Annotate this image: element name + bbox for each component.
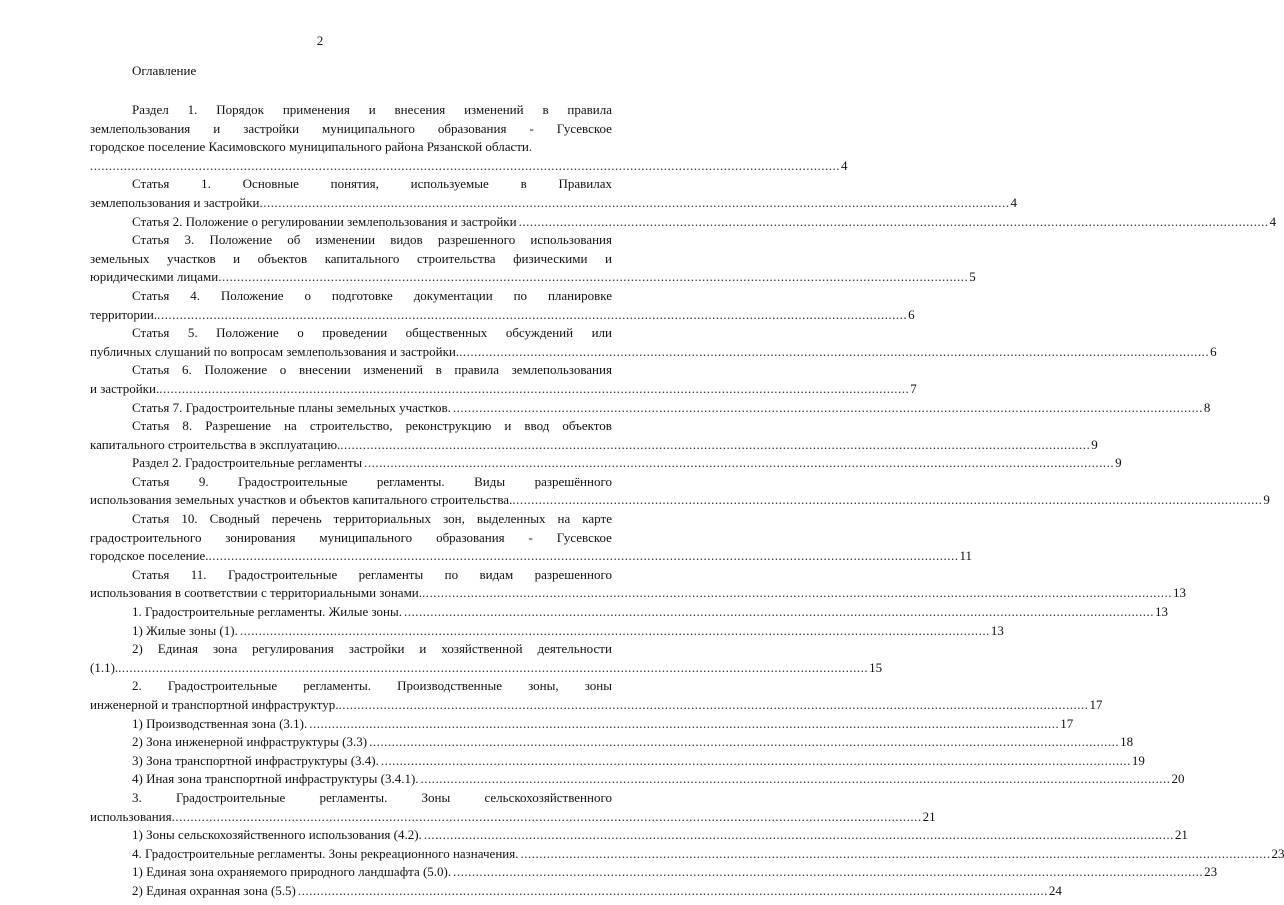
toc-word: 5. <box>187 325 198 341</box>
toc-entry-last-line <box>90 491 1270 510</box>
dot-leader: ........................................................................................................................................................................................................ <box>403 604 1154 620</box>
toc-word: городское поселение Касимовского муниципального района Рязанской области. <box>90 139 533 155</box>
toc-word: Сводный <box>209 511 260 527</box>
toc-word: участков <box>167 250 216 266</box>
toc-entry-title: 2) Единая охранная зона (5.5) <box>132 882 296 898</box>
toc-word: муниципального <box>319 529 413 545</box>
dot-leader: ........................................................................................................................................................................................................ <box>369 734 1120 750</box>
toc-page-number: 17 <box>1060 715 1074 731</box>
toc-word: 1. <box>187 102 198 117</box>
dot-leader: ........................................................................................................................................................................................................ <box>259 194 1010 210</box>
toc-word: Статья <box>132 566 170 582</box>
toc-entry-line <box>90 250 612 269</box>
toc-word: планировке <box>547 287 612 303</box>
dot-leader: ........................................................................................................................................................................................................ <box>380 752 1131 768</box>
toc-word: 8. <box>182 418 193 434</box>
toc-word: видов <box>390 232 423 248</box>
toc-word: реконструкцию <box>405 418 492 434</box>
toc-word: по <box>444 566 459 582</box>
toc-entry-title: использования в соответствии с территориальными зонами. <box>90 585 423 601</box>
toc-entry-title: (1.1). <box>90 659 119 675</box>
toc-entry-last-line <box>90 157 848 176</box>
toc-entry-line <box>90 101 612 120</box>
toc-entry-line <box>90 510 612 529</box>
toc-page-number: 23 <box>1204 864 1218 880</box>
toc-word: физическими <box>513 250 588 266</box>
toc-entry-title: 2) Зона инженерной инфраструктуры (3.3) <box>132 734 368 750</box>
toc-page-number: 18 <box>1120 734 1134 750</box>
toc-entry[interactable] <box>90 510 973 566</box>
toc-entry[interactable] <box>90 231 976 287</box>
toc-entry-title: землепользования и застройки <box>90 194 260 210</box>
toc-entry-title: 1. Градостроительные регламенты. Жилые зоны. <box>132 604 402 620</box>
page-number: 2 <box>316 33 324 48</box>
toc-word: 2. <box>132 678 142 694</box>
toc-entry[interactable] <box>90 845 1284 864</box>
toc-entry[interactable] <box>90 752 1145 771</box>
spacer <box>90 80 612 101</box>
toc-page-number: 13 <box>1154 604 1168 620</box>
toc-word: 2) <box>132 641 143 657</box>
toc-entry[interactable] <box>90 473 1270 510</box>
toc-entry-last-line <box>90 845 1284 864</box>
toc-word: Зоны <box>421 789 451 805</box>
toc-heading: Оглавление <box>132 63 197 78</box>
toc-word: Виды <box>474 473 506 489</box>
toc-page-number: 11 <box>959 548 973 564</box>
toc-word: ввод <box>524 418 550 434</box>
toc-entry[interactable] <box>90 826 1188 845</box>
toc-word: зона <box>212 641 238 657</box>
toc-entry-title: капитального строительства в эксплуатацию. <box>90 436 341 452</box>
toc-page-number: 9 <box>1263 492 1270 508</box>
toc-entry-title: 1) Единая зона охраняемого природного ландшафта (5.0). <box>132 864 452 880</box>
toc-page-number: 8 <box>1203 399 1211 415</box>
toc-entry-title: Статья 7. Градостроительные планы земельных участков. <box>132 399 451 415</box>
toc-entry-last-line <box>90 603 1168 622</box>
toc-entry[interactable] <box>90 733 1134 752</box>
toc-word: застройки <box>348 641 405 657</box>
toc-word: и <box>233 250 241 266</box>
toc-word: 6. <box>182 362 192 378</box>
toc-entry-last-line <box>90 454 1122 473</box>
toc-page-number: 5 <box>969 269 976 285</box>
dot-leader: ........................................................................................................................................................................................................ <box>297 882 1048 898</box>
toc-entry[interactable] <box>90 213 1277 232</box>
toc-entry-line <box>90 566 612 585</box>
toc-entry-title: 1) Производственная зона (3.1). <box>132 715 308 731</box>
toc-entry-line <box>90 640 612 659</box>
toc-word: перечень <box>271 511 322 527</box>
toc-page-number: 4 <box>1269 213 1277 229</box>
toc-entry-last-line <box>90 194 1017 213</box>
toc-word: Разрешение <box>205 418 272 434</box>
toc-entry-last-line <box>90 715 1074 734</box>
toc-word: 3. <box>132 789 142 805</box>
toc-entry-line <box>90 789 612 808</box>
toc-word: 4. <box>190 287 201 303</box>
toc-page-number: 6 <box>1210 343 1217 359</box>
toc-word: землепользования <box>90 120 191 136</box>
toc-word: 1. <box>201 176 211 192</box>
toc-word: разрешённого <box>534 473 612 489</box>
toc-entry-title: использования земельных участков и объектов капитального строительства. <box>90 492 513 508</box>
toc-word: правила <box>567 102 612 117</box>
toc-word: Градостроительные <box>175 789 286 805</box>
toc-word: капитального <box>324 250 400 266</box>
toc-entry-last-line <box>90 882 1062 901</box>
toc-word: образования <box>436 529 505 545</box>
toc-entry-line <box>90 175 612 194</box>
toc-entry-line <box>90 417 612 436</box>
toc-word: 10. <box>181 511 198 527</box>
toc-entry-title: территории. <box>90 306 158 322</box>
toc-word: общественных <box>405 325 488 341</box>
toc-entry-last-line <box>90 808 936 827</box>
toc-entry-last-line <box>90 306 915 325</box>
toc-word: проведении <box>322 325 388 341</box>
dot-leader: ........................................................................................................................................................................................................ <box>459 343 1210 359</box>
toc-word: Градостроительные <box>227 566 338 582</box>
toc-entry-title: 4) Иная зона транспортной инфраструктуры (3.4.1). <box>132 771 419 787</box>
toc-word: объектов <box>562 418 612 434</box>
toc-entry-title: использования <box>90 808 172 824</box>
toc-word: Гусевское <box>556 120 612 136</box>
toc-word: регламенты <box>358 566 424 582</box>
toc-page-number: 17 <box>1089 697 1103 712</box>
toc-word: зонирования <box>225 529 296 545</box>
toc-entry-line <box>90 324 612 343</box>
toc-word: регулирования <box>252 641 334 657</box>
dot-leader: ........................................................................................................................................................................................................ <box>208 548 959 564</box>
dot-leader: ........................................................................................................................................................................................................ <box>364 455 1115 471</box>
toc-entry-last-line <box>90 770 1185 789</box>
dot-leader: ........................................................................................................................................................................................................ <box>218 269 969 285</box>
toc-entry-last-line <box>90 343 1217 362</box>
toc-word: о <box>279 362 287 378</box>
toc-word: по <box>513 287 528 303</box>
toc-entry-title: инженерной и транспортной инфраструктур. <box>90 697 339 712</box>
toc-word: Основные <box>242 176 299 192</box>
toc-page-number: 13 <box>1173 585 1187 601</box>
dot-leader: ........................................................................................................................................................................................................ <box>453 864 1204 880</box>
toc-entry-last-line <box>90 213 1277 232</box>
toc-entry[interactable] <box>90 640 883 677</box>
toc-entry-title: 3) Зона транспортной инфраструктуры (3.4). <box>132 752 379 768</box>
toc-page-number: 21 <box>1174 827 1188 843</box>
toc-entry-line <box>90 287 612 306</box>
toc-word: на <box>284 418 297 434</box>
toc-word: внесения <box>394 102 446 117</box>
dot-leader: ........................................................................................................................................................................................................ <box>239 622 990 638</box>
toc-entry-title: Статья 2. Положение о регулировании землепользования и застройки <box>132 213 517 229</box>
toc-entry-title: городское поселение. <box>90 548 209 564</box>
toc-word: строительство, <box>309 418 393 434</box>
toc-page-number: 24 <box>1048 882 1062 898</box>
toc-word: Положение <box>209 232 273 248</box>
toc-word: деятельности <box>537 641 612 657</box>
toc-entry-line <box>90 677 612 696</box>
toc-word: на <box>557 511 571 527</box>
toc-entry-title: 4. Градостроительные регламенты. Зоны рекреационного назначения. <box>132 845 519 861</box>
toc-entry-line <box>90 361 612 380</box>
toc-word: применения <box>282 102 350 117</box>
toc-entry[interactable] <box>90 770 1185 789</box>
toc-word: подготовке <box>331 287 393 303</box>
toc-entry[interactable] <box>90 417 1098 454</box>
dot-leader: ........................................................................................................................................................................................................ <box>423 827 1174 843</box>
toc-entry[interactable] <box>90 399 1211 418</box>
toc-entry[interactable] <box>90 622 1004 641</box>
toc-entry-last-line <box>90 752 1145 771</box>
toc-entry-line <box>90 231 612 250</box>
dot-leader: ........................................................................................................................................................................................................ <box>512 492 1263 508</box>
toc-word: Производственные <box>397 678 503 694</box>
toc-page-number: 15 <box>869 659 883 675</box>
toc-entry-line <box>90 138 612 157</box>
toc-word: о <box>297 325 304 341</box>
toc-word: территориальных <box>333 511 432 527</box>
toc-page-number: 9 <box>1115 455 1122 471</box>
toc-word: Статья <box>132 232 170 248</box>
toc-entry[interactable] <box>90 454 1122 473</box>
toc-entry[interactable] <box>90 863 1218 882</box>
dot-leader: ........................................................................................................................................................................................................ <box>171 808 922 824</box>
toc-entry-title: Раздел 2. Градостроительные регламенты <box>132 455 363 471</box>
toc-word: понятия, <box>330 176 379 192</box>
toc-entry-last-line <box>90 826 1188 845</box>
toc-word: в <box>520 176 527 192</box>
toc-entry[interactable] <box>90 287 915 324</box>
toc-word: Градостроительные <box>238 473 348 489</box>
dot-leader: ........................................................................................................................................................................................................ <box>118 659 869 675</box>
toc-entry-title: 1) Жилые зоны (1). <box>132 622 238 638</box>
toc-word: и <box>368 102 376 117</box>
toc-word: используемые <box>410 176 489 192</box>
toc-page-number: 19 <box>1131 752 1145 768</box>
toc-word: внесении <box>298 362 351 378</box>
toc-word: сельскохозяйственного <box>484 789 612 805</box>
toc-word: правила <box>454 362 499 378</box>
toc-entry[interactable] <box>90 361 917 398</box>
toc-word: изменении <box>315 232 376 248</box>
toc-entry-last-line <box>90 584 1187 603</box>
toc-entry-title: публичных слушаний по вопросам землепользования и застройки. <box>90 343 460 359</box>
toc-entry[interactable] <box>90 324 1217 361</box>
toc-entry[interactable] <box>90 715 1074 734</box>
toc-page-number: 13 <box>990 622 1004 638</box>
toc-word: хозяйственной <box>441 641 523 657</box>
toc-word: 9. <box>198 473 209 489</box>
toc-word: муниципального <box>322 120 415 136</box>
toc-word: Порядок <box>216 102 264 117</box>
toc-word: регламенты. <box>376 473 445 489</box>
toc-word: Статья <box>132 418 170 434</box>
dot-leader: ........................................................................................................................................................................................................ <box>338 697 1089 712</box>
toc-entry[interactable] <box>90 566 1187 603</box>
toc-word: строительства <box>416 250 496 266</box>
dot-leader: ........................................................................................................................................................................................................ <box>340 436 1091 452</box>
toc-entry-last-line <box>90 733 1134 752</box>
toc-word: видам <box>479 566 514 582</box>
toc-word: - <box>528 529 533 545</box>
toc-page-number: 4 <box>1010 194 1017 210</box>
toc-word: градостроительного <box>90 529 202 545</box>
toc-word: образования <box>437 120 507 136</box>
toc-entry-last-line <box>90 863 1218 882</box>
toc-entry-last-line <box>90 399 1211 418</box>
toc-word: и <box>604 250 612 266</box>
dot-leader: ........................................................................................................................................................................................................ <box>520 845 1271 861</box>
dot-leader: ........................................................................................................................................................................................................ <box>159 380 910 396</box>
toc-entry-last-line <box>90 436 1098 455</box>
table-of-contents <box>90 62 1284 901</box>
toc-entry[interactable] <box>90 789 936 826</box>
toc-word: зоны <box>584 678 612 694</box>
toc-entry[interactable] <box>90 101 848 175</box>
toc-entry-last-line <box>90 659 883 678</box>
toc-word: о <box>304 287 311 303</box>
toc-word: 3. <box>184 232 195 248</box>
toc-word: выделенных <box>476 511 546 527</box>
toc-word: Статья <box>132 511 170 527</box>
toc-word: разрешенного <box>534 566 612 582</box>
toc-word: Положение <box>216 325 279 341</box>
dot-leader: ........................................................................................................................................................................................................ <box>452 399 1203 415</box>
toc-entry-last-line <box>90 268 976 287</box>
toc-word: регламенты. <box>303 678 372 694</box>
toc-word: использования <box>530 232 612 248</box>
toc-entry-title: и застройки. <box>90 380 160 396</box>
toc-word: застройки <box>243 120 300 136</box>
toc-word: карте <box>582 511 612 527</box>
toc-word: Статья <box>132 325 170 341</box>
toc-word: Единая <box>157 641 198 657</box>
toc-word: и <box>213 120 221 136</box>
toc-word: Раздел <box>132 102 169 117</box>
toc-entry-last-line <box>90 622 1004 641</box>
toc-word: и <box>419 641 427 657</box>
toc-entry[interactable] <box>90 603 1168 622</box>
toc-word: документации <box>413 287 493 303</box>
toc-word: регламенты. <box>319 789 388 805</box>
toc-entry-title: юридическими лицами <box>90 269 219 285</box>
toc-page-number: 7 <box>910 380 917 396</box>
toc-page-number: 9 <box>1091 436 1098 452</box>
toc-word: изменений <box>464 102 524 117</box>
toc-entry[interactable] <box>90 677 1103 714</box>
toc-word: обсуждений <box>505 325 574 341</box>
toc-word: зоны, <box>528 678 559 694</box>
toc-entry[interactable] <box>90 175 1017 212</box>
toc-word: в <box>542 102 549 117</box>
toc-word: Градостроительные <box>167 678 278 694</box>
toc-page-number: 21 <box>922 808 936 824</box>
toc-entry-title: 1) Зоны сельскохозяйственного использования (4.2). <box>132 827 422 843</box>
toc-entry-last-line <box>90 696 1103 715</box>
toc-word: или <box>591 325 612 341</box>
toc-word: Статья <box>132 473 170 489</box>
toc-word: Статья <box>132 287 170 303</box>
toc-entry-line <box>90 473 612 492</box>
dot-leader: ........................................................................................................................................................................................................ <box>420 771 1171 787</box>
toc-word: объектов <box>257 250 308 266</box>
toc-word: и <box>504 418 512 434</box>
toc-word: 11. <box>190 566 207 582</box>
toc-word: в <box>435 362 442 378</box>
dot-leader: ........................................................................................................................................................................................................ <box>90 157 840 173</box>
toc-entry-last-line <box>90 547 973 566</box>
toc-word: Положение <box>220 287 284 303</box>
toc-entry-line <box>90 120 612 139</box>
dot-leader: ........................................................................................................................................................................................................ <box>309 715 1060 731</box>
dot-leader: ........................................................................................................................................................................................................ <box>422 585 1173 601</box>
toc-page-number: 23 <box>1271 845 1284 861</box>
toc-entry[interactable] <box>90 882 1062 901</box>
toc-word: Гусевское <box>556 529 612 545</box>
dot-leader: ........................................................................................................................................................................................................ <box>518 213 1269 229</box>
toc-word: Статья <box>132 176 170 192</box>
toc-word: Правилах <box>558 176 612 192</box>
toc-word: Статья <box>132 362 170 378</box>
toc-word: - <box>529 120 534 136</box>
toc-word: изменений <box>363 362 423 378</box>
toc-entry-line <box>90 529 612 548</box>
toc-word: землепользования <box>511 362 612 378</box>
toc-word: земельных <box>90 250 150 266</box>
toc-word: Положение <box>204 362 268 378</box>
toc-page-number: 4 <box>841 157 848 173</box>
toc-word: зон, <box>443 511 465 527</box>
dot-leader: ........................................................................................................................................................................................................ <box>157 306 908 322</box>
toc-page-number: 6 <box>908 306 915 322</box>
toc-page-number: 20 <box>1171 771 1185 787</box>
toc-word: разрешенного <box>437 232 516 248</box>
toc-entry-last-line <box>90 380 917 399</box>
toc-word: об <box>287 232 301 248</box>
